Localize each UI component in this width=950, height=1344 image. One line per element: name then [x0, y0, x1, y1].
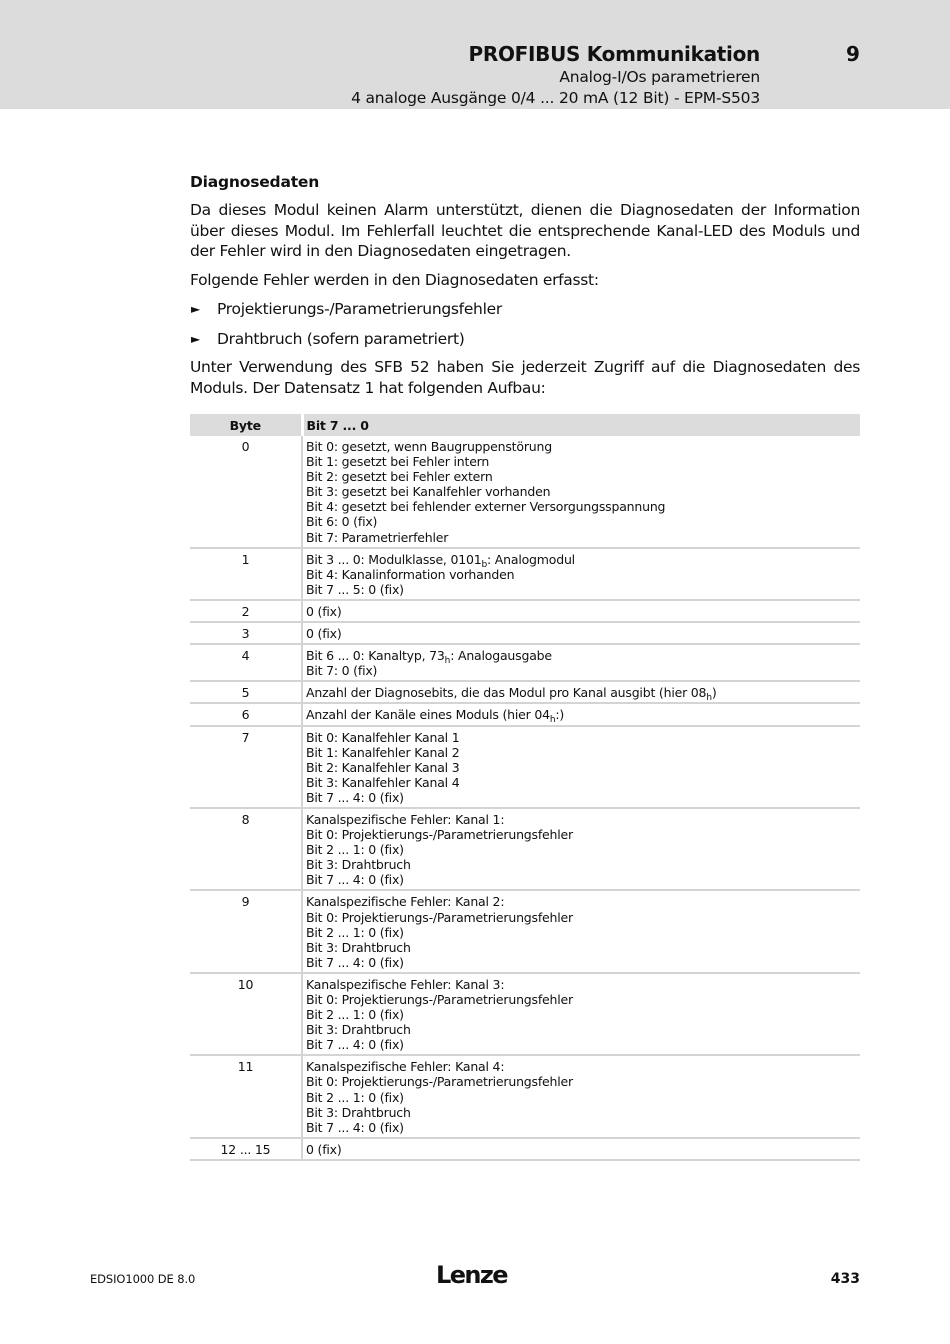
- bits-cell: [302, 1055, 860, 1137]
- bit-description: Bit 6: 0 (fix): [306, 514, 378, 530]
- bit-description: Bit 7 ... 4: 0 (fix): [306, 1119, 404, 1135]
- table-row: [190, 1055, 860, 1137]
- bit-description: Bit 0: Projektierungs-/Parametrierungsfehler: [306, 992, 573, 1007]
- bit-description: 0 (fix): [306, 1141, 342, 1157]
- bit-description: Kanalspezifische Fehler: Kanal 2:: [306, 894, 505, 910]
- byte-cell: 2: [190, 600, 302, 622]
- byte-cell: 9: [190, 890, 302, 972]
- page-number: 433: [830, 1271, 860, 1287]
- footer-doc-id: EDSIO1000 DE 8.0: [90, 1272, 196, 1286]
- bit-description: Bit 7 ... 5: 0 (fix): [306, 581, 404, 597]
- bit-description-text: Anzahl der Diagnosebits, die das Modul pro Kanal ausgibt (hier 08: [306, 685, 707, 701]
- bit-description-tail: : Analogmodul: [487, 551, 575, 567]
- bits-cell: [302, 703, 860, 725]
- bit-description: [306, 707, 857, 726]
- bullet-arrow-icon: ►: [191, 331, 200, 346]
- bit-description: Bit 1: Kanalfehler Kanal 2: [306, 744, 460, 760]
- page-title: PROFIBUS Kommunikation: [468, 42, 760, 66]
- table-row: [190, 681, 860, 703]
- bit-description: Bit 2 ... 1: 0 (fix): [306, 1089, 404, 1105]
- byte-cell: 10: [190, 973, 302, 1055]
- bits-cell: [302, 681, 860, 703]
- table-header-row: [190, 414, 860, 436]
- diagnostic-data-table: [190, 414, 860, 1161]
- table-row: [190, 703, 860, 725]
- bit-description: Bit 2 ... 1: 0 (fix): [306, 842, 404, 858]
- bit-description: Bit 7: Parametrierfehler: [306, 529, 449, 545]
- bit-description: Bit 1: gesetzt bei Fehler intern: [306, 454, 490, 470]
- bit-description: Bit 0: gesetzt, wenn Baugruppenstörung: [306, 439, 552, 454]
- bit-description: Bit 7 ... 4: 0 (fix): [306, 954, 404, 970]
- bit-description: Kanalspezifische Fehler: Kanal 1:: [306, 811, 505, 827]
- bit-description: Bit 0: Projektierungs-/Parametrierungsfehler: [306, 1074, 573, 1090]
- number-base-subscript: b: [481, 559, 488, 570]
- bit-description: Bit 7: 0 (fix): [306, 663, 378, 679]
- byte-cell: 6: [190, 703, 302, 725]
- table-row: [190, 436, 860, 548]
- bit-description: 0 (fix): [306, 626, 342, 642]
- bit-description: Bit 3: Drahtbruch: [306, 1022, 411, 1038]
- number-base-subscript: h: [549, 715, 556, 726]
- bits-cell: [302, 973, 860, 1055]
- bit-description-text: Bit 6 ... 0: Kanaltyp, 73: [306, 648, 445, 664]
- bit-description: 0 (fix): [306, 603, 342, 619]
- paragraph-intro: Da dieses Modul keinen Alarm unterstützt, dienen die Diagnosedaten der Information über dieses Modul. Im Fehlerfall leuchtet die entsprechende Kanal-LED des Moduls und der Fehler wird in den Diagnosedaten eingetragen.: [190, 201, 860, 260]
- table-row: [190, 600, 860, 622]
- byte-cell: 1: [190, 548, 302, 600]
- table-row: [190, 890, 860, 972]
- bullet-arrow-icon: ►: [191, 302, 200, 316]
- bit-description: Bit 4: gesetzt bei fehlender externer Versorgungsspannung: [306, 499, 666, 515]
- bit-description: Bit 2 ... 1: 0 (fix): [306, 1007, 404, 1023]
- byte-cell: 12 ... 15: [190, 1138, 302, 1160]
- table-body: [190, 436, 860, 1160]
- bit-description-tail: ): [711, 685, 717, 701]
- bits-cell: [302, 622, 860, 644]
- bit-description: Bit 3: gesetzt bei Kanalfehler vorhanden: [306, 484, 551, 500]
- byte-cell: 5: [190, 681, 302, 703]
- column-header-bits: Bit 7 ... 0: [302, 414, 860, 436]
- byte-cell: 7: [190, 726, 302, 808]
- bit-description-tail: : Analogausgabe: [450, 648, 552, 664]
- bit-description: Bit 0: Projektierungs-/Parametrierungsfehler: [306, 909, 573, 925]
- bit-description-tail: :): [555, 707, 565, 723]
- bullet-item: [190, 329, 860, 350]
- bit-description: Bit 0: Kanalfehler Kanal 1: [306, 729, 460, 745]
- bits-cell: [302, 436, 860, 548]
- table-row: [190, 548, 860, 600]
- table-row: [190, 1138, 860, 1160]
- bit-description: Kanalspezifische Fehler: Kanal 4:: [306, 1059, 505, 1075]
- bits-cell: [302, 644, 860, 681]
- bit-description: Bit 2: Kanalfehler Kanal 3: [306, 759, 460, 775]
- bit-description-text: Anzahl der Kanäle eines Moduls (hier 04: [306, 707, 550, 723]
- bits-cell: [302, 726, 860, 808]
- bit-description: Bit 7 ... 4: 0 (fix): [306, 872, 404, 888]
- number-base-subscript: h: [706, 693, 712, 704]
- bit-description: Bit 2 ... 1: 0 (fix): [306, 924, 404, 940]
- byte-cell: 0: [190, 436, 302, 548]
- bit-description-text: Bit 3 ... 0: Modulklasse, 0101: [306, 551, 482, 567]
- byte-cell: 11: [190, 1055, 302, 1137]
- byte-cell: 3: [190, 622, 302, 644]
- section-heading: Diagnosedaten: [190, 173, 320, 191]
- bit-description: [306, 551, 857, 570]
- page-subtitle-1: Analog-I/Os parametrieren: [559, 68, 760, 86]
- bits-cell: [302, 890, 860, 972]
- bit-description: Bit 7 ... 4: 0 (fix): [306, 789, 404, 805]
- bits-cell: [302, 548, 860, 600]
- svg-text:Lenze: Lenze: [436, 1261, 507, 1288]
- table-row: [190, 644, 860, 681]
- number-base-subscript: h: [444, 656, 451, 667]
- table-row: [190, 973, 860, 1055]
- byte-cell: 4: [190, 644, 302, 681]
- bit-description: Bit 2: gesetzt bei Fehler extern: [306, 469, 493, 485]
- bit-description: [306, 685, 857, 704]
- table-row: [190, 622, 860, 644]
- lenze-logo: [436, 1260, 512, 1292]
- bit-description: Bit 3: Drahtbruch: [306, 1104, 411, 1120]
- bits-cell: [302, 808, 860, 890]
- column-header-byte: Byte: [190, 414, 302, 436]
- table-row: [190, 726, 860, 808]
- bit-description: Bit 0: Projektierungs-/Parametrierungsfehler: [306, 827, 573, 843]
- bit-description: [306, 648, 857, 667]
- lenze-logo-icon: [436, 1260, 512, 1288]
- bit-description: Kanalspezifische Fehler: Kanal 3:: [306, 976, 505, 992]
- byte-cell: 8: [190, 808, 302, 890]
- bit-description: Bit 3: Kanalfehler Kanal 4: [306, 774, 460, 790]
- bits-cell: [302, 1138, 860, 1160]
- bit-description: Bit 7 ... 4: 0 (fix): [306, 1037, 404, 1053]
- bit-description: Bit 3: Drahtbruch: [306, 939, 411, 955]
- bit-description: Bit 3: Drahtbruch: [306, 857, 411, 873]
- page-subtitle-2: 4 analoge Ausgänge 0/4 ... 20 mA (12 Bit) - EPM-S503: [351, 89, 760, 107]
- table-row: [190, 808, 860, 890]
- bullet-text: Projektierungs-/Parametrierungsfehler: [217, 300, 502, 318]
- chapter-number: 9: [846, 42, 860, 66]
- bullet-item: [190, 299, 860, 320]
- bit-description: Bit 4: Kanalinformation vorhanden: [306, 566, 515, 582]
- main-content: [190, 172, 860, 398]
- paragraph-sfb: Unter Verwendung des SFB 52 haben Sie jederzeit Zugriff auf die Diagnosedaten des Moduls. Der Datensatz 1 hat folgenden Aufbau:: [190, 358, 860, 397]
- bits-cell: [302, 600, 860, 622]
- bullet-text: Drahtbruch (sofern parametriert): [217, 329, 465, 348]
- paragraph-errors: Folgende Fehler werden in den Diagnosedaten erfasst:: [190, 270, 599, 289]
